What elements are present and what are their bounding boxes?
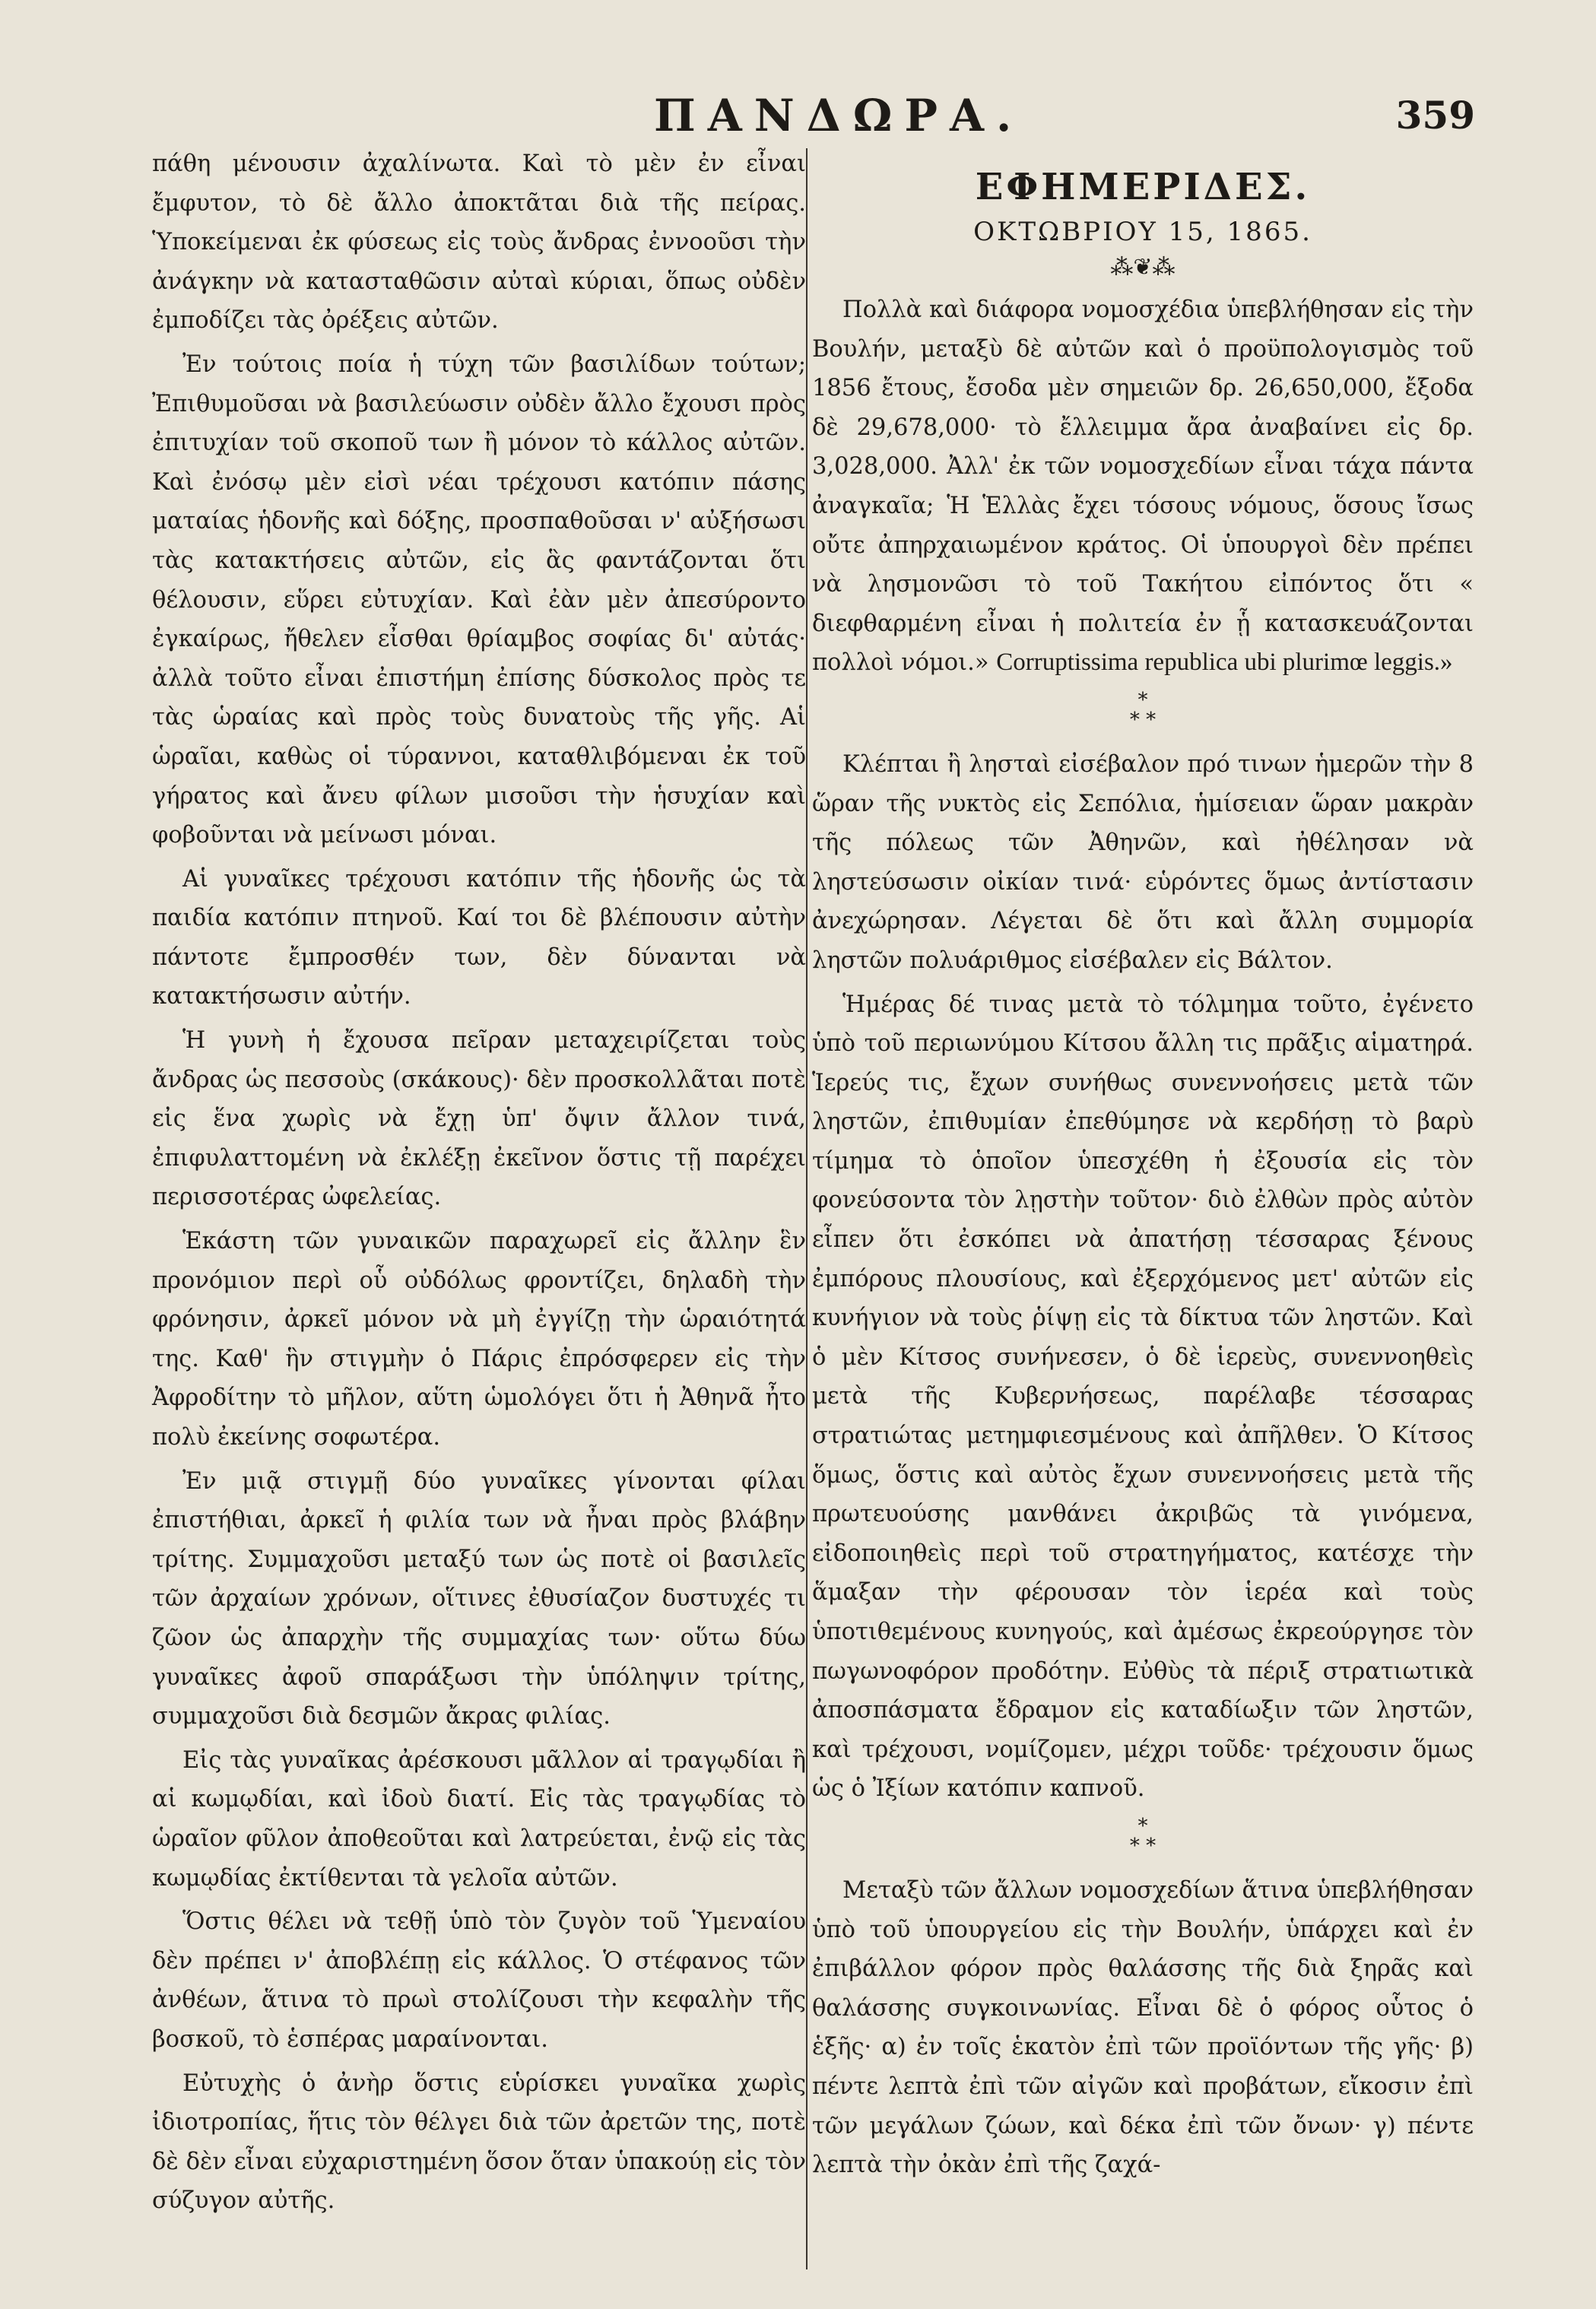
news-item xyxy=(812,290,1474,683)
column-divider xyxy=(806,148,808,2269)
paragraph: πάθη μένουσιν ἀχαλίνωτα. Καὶ τὸ μὲν ἐν εἶναι ἔμφυτον, τὸ δὲ ἄλλο ἀποκτᾶται διὰ τῆς πείρας. Ὑποκείμεναι ἐκ φύσεως εἰς τοὺς ἄνδρας ἐννοοῦσι τὴν ἀνάγκην νὰ κατασταθῶσιν αὐταὶ κύριαι, ὅπως οὐδὲν ἐμποδίζει τὰς ὀρέξεις αὐτῶν. xyxy=(152,151,806,335)
news-item: Μεταξὺ τῶν ἄλλων νομοσχεδίων ἅτινα ὑπεβλήθησαν ὑπὸ τοῦ ὑπουργείου εἰς τὴν Βουλήν, ὑπάρχει καὶ ἐν ἐπιβάλλον φόρον πρὸς θαλάσσης τῆς διὰ ξηρᾶς καὶ θαλάσσης συγκοινωνίας. Εἶναι δὲ ὁ φόρος οὗτος ὁ ἑξῆς· α) ἐν τοῖς ἑκατὸν ἐπὶ τῶν προϊόντων τῆς γῆς· β) πέντε λεπτὰ ἐπὶ τῶν αἰγῶν καὶ προβάτων, εἴκοσιν ἐπὶ τῶν μεγάλων ζώων, καὶ δέκα ἐπὶ τῶν ὄνων· γ) πέντε λεπτὰ τὴν ὀκὰν ἐπὶ τῆς ζαχά- xyxy=(812,1876,1474,2179)
news-item: Ἡμέρας δέ τινας μετὰ τὸ τόλμημα τοῦτο, ἐγένετο ὑπὸ τοῦ περιωνύμου Κίτσου ἄλλη τις πρᾶξις αἱματηρά. Ἱερεύς τις, ἔχων συνήθως συνεννοήσεις μετὰ τῶν ληστῶν, ἐπιθυμίαν ἐπεθύμησε νὰ κερδήσῃ τὸ βαρὺ τίμημα τὸ ὁποῖον ὑπεσχέθη ἡ ἐξουσία εἰς τὸν φονεύσοντα τὸν λῃστὴν τοῦτον· διὸ ἐλθὼν πρὸς αὐτὸν εἶπεν ὅτι ἐσκόπει νὰ ἀπατήσῃ τέσσαρας ξένους ἐμπόρους πλουσίους, καὶ ἐξερχόμενος μετ' αὐτῶν εἰς κυνήγιον νὰ τοὺς ῥίψῃ εἰς τὰ δίκτυα τῶν ληστῶν. Καὶ ὁ μὲν Κίτσος συνήνεσεν, ὁ δὲ ἱερεὺς, συνεννοηθεὶς μετὰ τῆς Κυβερνήσεως, παρέλαβε τέσσαρας στρατιώτας μετημφιεσμένους καὶ ἀπῆλθεν. Ὁ Κίτσος ὅμως, ὅστις καὶ αὐτὸς ἔχων συνεννοήσεις μετὰ τῆς πρωτευούσης μανθάνει ἀκριβῶς τὰ γινόμενα, εἰδοποιηθεὶς περὶ τοῦ στρατηγήματος, κατέσχε τὴν ἅμαξαν τὴν φέρουσαν τὸν ἱερέα καὶ τοὺς ὑποτιθεμένους κυνηγούς, καὶ ἀμέσως ἐκρεούργησε τὸν πωγωνοφόρον προδότην. Εὐθὺς τὰ πέριξ στρατιωτικὰ ἀποσπάσματα ἔδραμον εἰς καταδίωξιν τῶν ληστῶν, καὶ τρέχουσι, νομίζομεν, μέχρι τοῦδε· τρέχουσιν ὅμως ὡς ὁ Ἰξίων κατόπιν καπνοῦ. xyxy=(812,991,1474,1803)
section-heading: ΕΦΗΜΕΡΙΔΕΣ. xyxy=(975,166,1311,208)
page-number: 359 xyxy=(1395,93,1475,138)
ornament-glyph: ⁂❦⁂ xyxy=(1110,254,1176,281)
left-column xyxy=(152,144,806,2225)
asterism-bottom: * * xyxy=(1129,1834,1157,1857)
asterism-bottom: * * xyxy=(1129,708,1157,731)
paragraph: Εἰς τὰς γυναῖκας ἀρέσκουσι μᾶλλον αἱ τραγῳδίαι ἢ αἱ κωμῳδίαι, καὶ ἰδοὺ διατί. Εἰς τὰς τραγῳδίας τὸ ὡραῖον φῦλον ἀποθεοῦται καὶ λατρεύεται, ἐνῷ εἰς τὰς κωμῳδίας ἐκτίθενται τὰ γελοῖα αὐτῶν. xyxy=(152,1746,806,1892)
news-item-text: Πολλὰ καὶ διάφορα νομοσχέδια ὑπεβλήθησαν εἰς τὴν Βουλήν, μεταξὺ δὲ αὐτῶν καὶ ὁ προϋπολογισμὸς τοῦ 1856 ἔτους, ἔσοδα μὲν σημειῶν δρ. 26,650,000, ἔξοδα δὲ 29,678,000· τὸ ἔλλειμμα ἄρα ἀναβαίνει εἰς δρ. 3,028,000. Ἀλλ' ἐκ τῶν νομοσχεδίων εἶναι τάχα πάντα ἀναγκαῖα; Ἡ Ἑλλὰς ἔχει τόσους νόμους, ὅσους ἴσως οὔτε ἀπηρχαιωμένον κράτος. Οἱ ὑπουργοὶ δὲν πρέπει νὰ λησμονῶσι τὸ τοῦ Τακήτου εἰπόντος ὅτι « διεφθαρμένη εἶναι ἡ πολιτεία ἐν ᾗ κατασκευάζονται πολλοὶ νόμοι.» xyxy=(812,297,1474,677)
dateline: ΟΚΤΩΒΡΙΟΥ 15, 1865. xyxy=(973,217,1312,247)
asterism-top: * xyxy=(1138,688,1148,712)
paragraph: Εὐτυχὴς ὁ ἀνὴρ ὅστις εὑρίσκει γυναῖκα χωρὶς ἰδιοτροπίας, ἥτις τὸν θέλγει διὰ τῶν ἀρετῶν της, ποτὲ δὲ δὲν εἶναι εὐχαριστημένη ὅσον ὅταν ὑπακούῃ εἰς τὸν σύζυγον αὐτῆς. xyxy=(152,2070,806,2215)
asterism-top: * xyxy=(1138,1814,1148,1838)
asterism-separator xyxy=(812,690,1474,730)
paragraph: Ἡ γυνὴ ἡ ἔχουσα πεῖραν μεταχειρίζεται τοὺς ἄνδρας ὡς πεσσοὺς (σκάκους)· δὲν προσκολλᾶται ποτὲ εἰς ἕνα χωρὶς νὰ ἔχῃ ὑπ' ὄψιν ἄλλον τινά, ἐπιφυλαττομένη νὰ ἐκλέξῃ ἐκεῖνον ὅστις τῇ παρέχει περισσοτέρας ὠφελείας. xyxy=(152,1027,806,1211)
paragraph: Αἱ γυναῖκες τρέχουσι κατόπιν τῆς ἡδονῆς ὡς τὰ παιδία κατόπιν πτηνοῦ. Καί τοι δὲ βλέπουσιν αὐτὴν πάντοτε ἔμπροσθέν των, δὲν δύνανται νὰ κατακτήσωσιν αὐτήν. xyxy=(152,865,806,1010)
news-item: Κλέπται ἢ λησταὶ εἰσέβαλον πρό τινων ἡμερῶν τὴν 8 ὥραν τῆς νυκτὸς εἰς Σεπόλια, ἡμίσειαν ὥραν μακρὰν τῆς πόλεως τῶν Ἀθηνῶν, καὶ ἠθέλησαν νὰ ληστεύσωσιν οἰκίαν τινά· εὑρόντες ὅμως ἀντίστασιν ἀνεχώρησαν. Λέγεται δὲ ὅτι καὶ ἄλλη συμμορία ληστῶν πολυάριθμος εἰσέβαλεν εἰς Βάλτον. xyxy=(812,750,1474,974)
paragraph: Ἐν μιᾷ στιγμῇ δύο γυναῖκες γίνονται φίλαι ἐπιστήθιαι, ἀρκεῖ ἡ φιλία των νὰ ἦναι πρὸς βλάβην τρίτης. Συμμαχοῦσι μεταξύ των ὡς ποτὲ οἱ βασιλεῖς τῶν ἀρχαίων χρόνων, οἵτινες ἐθυσίαζον δυστυχές τι ζῶον ὡς ἀπαρχὴν τῆς συμμαχίας των· οὕτω δύω γυναῖκες ἀφοῦ σπαράξωσι τὴν ὑπόληψιν τρίτης, συμμαχοῦσι διὰ δεσμῶν ἄκρας φιλίας. xyxy=(152,1467,806,1730)
right-column xyxy=(812,144,1474,2190)
paragraph: Ἐν τούτοις ποία ἡ τύχη τῶν βασιλίδων τούτων; Ἐπιθυμοῦσαι νὰ βασιλεύωσιν οὐδὲν ἄλλο ἔχουσι πρὸς ἐπιτυχίαν τοῦ σκοποῦ των ἢ μόνον τὸ κάλλος αὐτῶν. Καὶ ἐνόσῳ μὲν εἰσὶ νέαι τρέχουσι κατόπιν πάσης ματαίας ἡδονῆς καὶ δόξης, προσπαθοῦσαι ν' αὐξήσωσι τὰς κατακτήσεις αὐτῶν, εἰς ἃς φαντάζονται ὅτι θέλουσιν, εὕρει εὐτυχίαν. Καὶ ἐὰν μὲν ἀπεσύροντο ἐγκαίρως, ἤθελεν εἶσθαι θρίαμβος σοφίας δι' αὐτάς· ἀλλὰ τοῦτο εἶναι ἐπιστήμη ἐπίσης δύσκολος πρὸς τε τὰς ὡραίας καὶ πρὸς τοὺς δυνατοὺς τῆς γῆς. Αἱ ὡραῖαι, καθὼς οἱ τύραννοι, καταθλιβόμεναι ἐκ τοῦ γήρατος καὶ ἄνευ φίλων μισοῦσι τὴν ἡσυχίαν καὶ φοβοῦνται νὰ μείνωσι μόναι. xyxy=(152,350,806,849)
paragraph: Ἑκάστη τῶν γυναικῶν παραχωρεῖ εἰς ἄλλην ἓν προνόμιον περὶ οὗ οὐδόλως φροντίζει, δηλαδὴ τὴν φρόνησιν, ἀρκεῖ μόνον νὰ μὴ ἐγγίζῃ τὴν ὡραιότητά της. Καθ' ἣν στιγμὴν ὁ Πάρις ἐπρόσφερεν εἰς τὴν Ἀφροδίτην τὸ μῆλον, αὕτη ὡμολόγει ὅτι ἡ Ἀθηνᾶ ἦτο πολὺ ἐκείνης σοφωτέρα. xyxy=(152,1228,806,1451)
paragraph: Ὅστις θέλει νὰ τεθῇ ὑπὸ τὸν ζυγὸν τοῦ Ὑμεναίου δὲν πρέπει ν' ἀποβλέπῃ εἰς κάλλος. Ὁ στέφανος τῶν ἀνθέων, ἅτινα τὸ πρωὶ στολίζουσι τὴν κεφαλὴν τῆς βοσκοῦ, τὸ ἑσπέρας μαραίνονται. xyxy=(152,1908,806,2053)
running-title: ΠΑΝΔΩΡΑ. xyxy=(654,90,1024,141)
latin-quote: Corruptissima republica ubi plurimœ leggis.» xyxy=(996,649,1453,677)
asterism-separator xyxy=(812,1816,1474,1856)
